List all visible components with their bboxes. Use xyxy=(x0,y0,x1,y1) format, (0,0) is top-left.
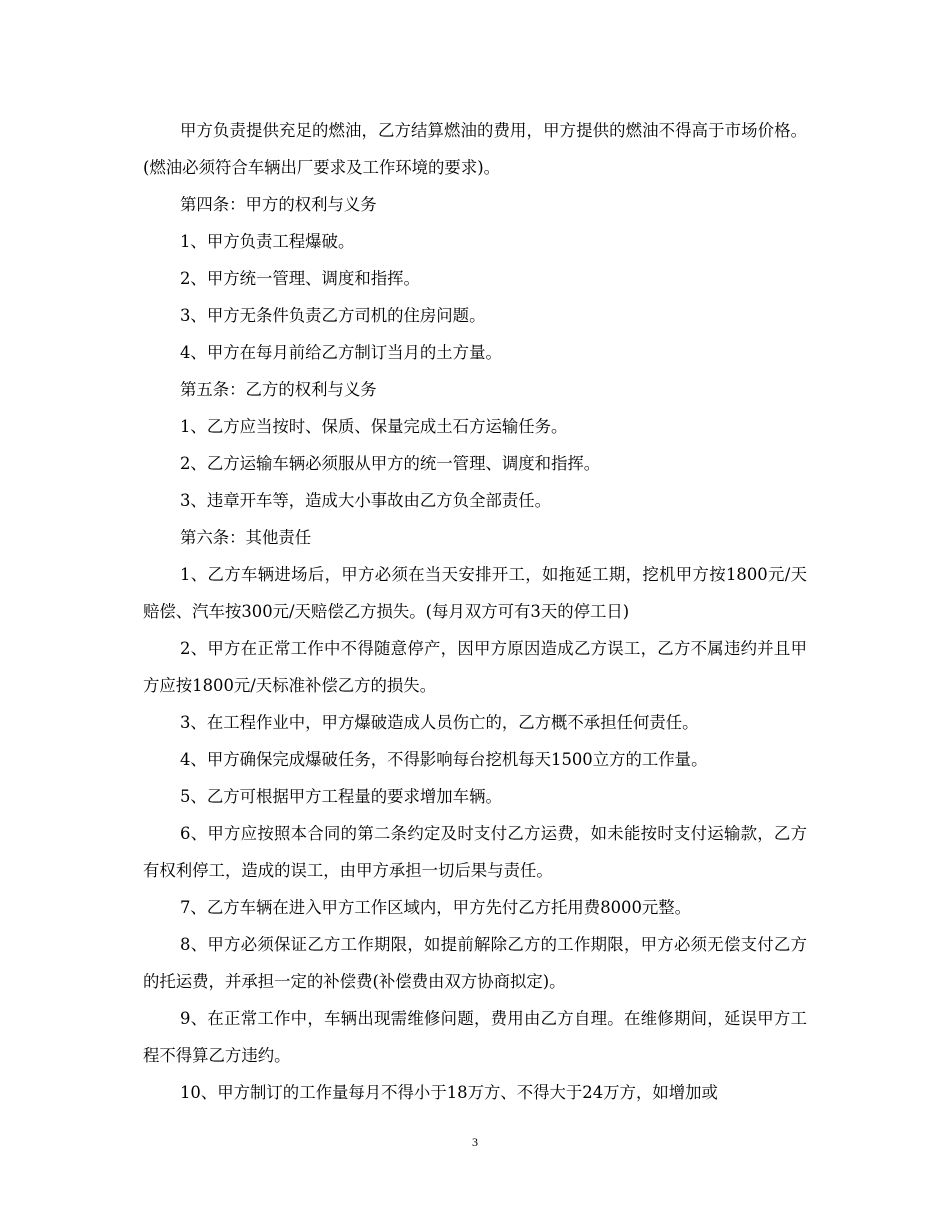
article-six-item-10: 10、甲方制订的工作量每月不得小于18万方、不得大于24万方，如增加或 xyxy=(180,1083,718,1102)
article-five-heading: 第五条：乙方的权利与义务 xyxy=(180,380,377,399)
article-five-item-2: 2、乙方运输车辆必须服从甲方的统一管理、调度和指挥。 xyxy=(180,454,601,473)
article-five-item-1: 1、乙方应当按时、保质、保量完成土石方运输任务。 xyxy=(180,417,568,436)
article-six-item-4: 4、甲方确保完成爆破任务，不得影响每台挖机每天1500立方的工作量。 xyxy=(180,750,708,769)
article-six-item-7: 7、乙方车辆在进入甲方工作区域内，甲方先付乙方托用费8000元整。 xyxy=(180,898,692,917)
article-four-item-1: 1、甲方负责工程爆破。 xyxy=(180,232,355,251)
document-body xyxy=(143,112,807,1111)
article-six-heading: 第六条：其他责任 xyxy=(180,528,312,547)
article-four-item-3: 3、甲方无条件负责乙方司机的住房问题。 xyxy=(180,306,486,325)
paragraph-fuel-supply: 甲方负责提供充足的燃油，乙方结算燃油的费用，甲方提供的燃油不得高于市场价格。(燃油必须符合车辆出厂要求及工作环境的要求)。 xyxy=(143,121,807,177)
article-six-item-2: 2、甲方在正常工作中不得随意停产，因甲方原因造成乙方误工，乙方不属违约并且甲方应按1800元/天标准补偿乙方的损失。 xyxy=(143,639,807,695)
article-six-item-9: 9、在正常工作中，车辆出现需维修问题，费用由乙方自理。在维修期间，延误甲方工程不得算乙方违约。 xyxy=(143,1009,807,1065)
article-four-item-4: 4、甲方在每月前给乙方制订当月的土方量。 xyxy=(180,343,502,362)
article-five-item-3: 3、违章开车等，造成大小事故由乙方负全部责任。 xyxy=(180,491,552,510)
article-six-item-3: 3、在工程作业中，甲方爆破造成人员伤亡的，乙方概不承担任何责任。 xyxy=(180,713,699,732)
article-six-item-8: 8、甲方必须保证乙方工作期限，如提前解除乙方的工作期限，甲方必须无偿支付乙方的托运费，并承担一定的补偿费(补偿费由双方协商拟定)。 xyxy=(143,935,807,991)
article-four-heading: 第四条：甲方的权利与义务 xyxy=(180,195,377,214)
article-six-item-5: 5、乙方可根据甲方工程量的要求增加车辆。 xyxy=(180,787,502,806)
article-six-item-1: 1、乙方车辆进场后，甲方必须在当天安排开工，如拖延工期，挖机甲方按1800元/天赔偿、汽车按300元/天赔偿乙方损失。(每月双方可有3天的停工日) xyxy=(143,565,807,621)
article-four-item-2: 2、甲方统一管理、调度和指挥。 xyxy=(180,269,420,288)
page-number: 3 xyxy=(472,1135,478,1149)
article-six-item-6: 6、甲方应按照本合同的第二条约定及时支付乙方运费，如未能按时支付运输款，乙方有权利停工，造成的误工，由甲方承担一切后果与责任。 xyxy=(143,824,807,880)
